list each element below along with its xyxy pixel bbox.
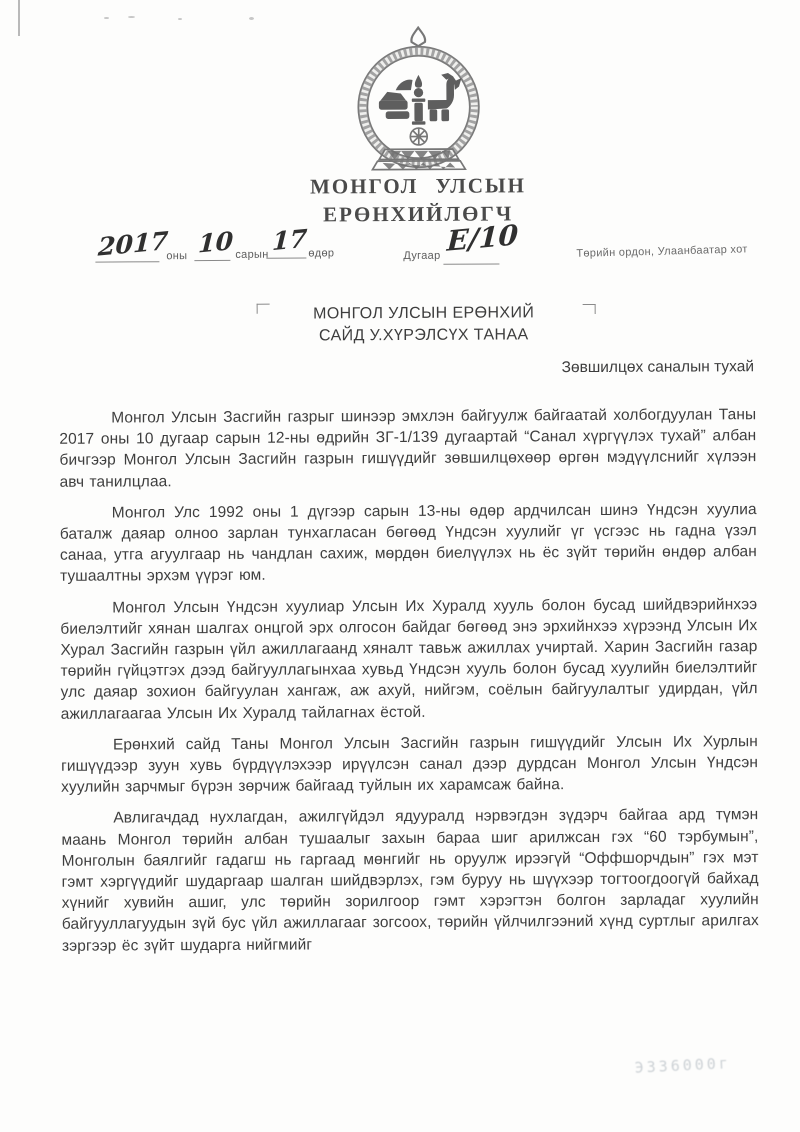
day-underline	[266, 257, 306, 258]
body-paragraph: Монгол Улс 1992 оны 1 дүгээр сарын 13-ны өдөр ардчилсан шинэ Үндсэн хуулиа баталж даяар олноо зарлан тунхагласан бөгөөд Үндсэн хуулийг үг үсгээс нь гадна үзэл санаа, утга агуулгаар нь чандлан сахиж, мөрдөн биелүүлэх нь ёс зүйт төрийн өндөр албан тушаалтны эрхэм үүрэг юм.	[59, 500, 757, 586]
address-corner-mark-left	[257, 304, 270, 314]
mongolian-state-emblem-icon	[342, 25, 495, 178]
place-label: Төрийн ордон, Улаанбаатар хот	[576, 243, 748, 260]
number-label: Дугаар	[403, 249, 441, 262]
day-suffix-label: өдөр	[308, 247, 335, 260]
subject-line: Зөвшилцөх саналын тухай	[561, 358, 755, 377]
sender-title-block	[258, 173, 578, 228]
addressee-line2: САЙД У.ХҮРЭЛСҮХ ТАНАА	[318, 326, 529, 345]
handwritten-month: 10	[197, 226, 234, 259]
faint-stamp-mark: ЭЗЗ6000г	[634, 1054, 732, 1077]
body-paragraph: Авлигачдад нухлагдан, ажилгүйдэл ядууралд нэрвэгдэн зүдэрч байгаа ард түмэн маань Монгол төрийн албан тушаалыг захын бараа шиг арилжсан гэх “60 тэрбумын”, Монголын баялгийг гадагш нь гаргаад мөнгийг нь оруулж ирээгүй “Оффшорчдын” гэх мэт гэмт хэргүүдийг шударгаар шалган шийдвэрлэх, гэм буруу нь шүүхээр тогтоогдоогүй байхад хүнийг хувийн ашиг, улс төрийн зорилгоор гэмт хэрэгтэн болгон зарладаг хуулийн байгууллагуудын зүй бус үйл ажиллагааг зогсоох, төрийн үйлчилгээний хүнд суртлыг арилгах зэргээр ёс зүйт шударга нийгмийг	[61, 806, 759, 955]
address-corner-mark-right	[583, 304, 596, 314]
letter-body	[59, 404, 759, 967]
sender-title-line1: МОНГОЛ УЛСЫН	[309, 173, 527, 199]
year-suffix-label: оны	[166, 250, 188, 263]
handwritten-year: 2017	[97, 226, 169, 262]
body-paragraph: Ерөнхий сайд Таны Монгол Улсын Засгийн газрын гишүүдийг Улсын Их Хурлын гишүүдээр зуун хувь бүрдүүлэхээр ирүүлсэн санал дээр дурдсан Монгол Улсын Үндсэн хуулийн зарчмыг бүрэн зөрчиж байгаад туйлын их харамсаж байна.	[60, 732, 759, 797]
sender-title-line2: ЕРӨНХИЙЛӨГЧ	[323, 201, 514, 227]
month-suffix-label: сарын	[235, 248, 269, 261]
handwritten-day: 17	[271, 224, 308, 257]
year-underline	[95, 261, 159, 262]
month-underline	[194, 260, 230, 261]
body-paragraph: Монгол Улсын Үндсэн хуулиар Улсын Их Хуралд хууль болон бусад шийдвэрийнхээ биелэлтийг хянан шалгах онцгой эрх олгосон байдаг бөгөөд энэ эрхийнхээ хүрээнд Улсын Их Хурал Засгийн газрын үйл ажиллагаанд хяналт тавьж ажиллах учиртай. Харин Засгийн газар төрийн гүйцэтгэх дээд байгууллагынхаа хувьд Үндсэн хууль болон бусад хуулийн биелэлтийг улс даяар зохион байгуулан хангаж, аж ахуй, нийгэм, соёлын байгуулалтыг удирдан, үйл ажиллагаагаа Улсын Их Хуралд тайлагнах ёстой.	[60, 595, 758, 723]
body-paragraph: Монгол Улсын Засгийн газрыг шинээр эмхлэн байгуулж байгаатай холбогдуулан Таны 2017 оны 10 дугаар сарын 12-ны өдрийн ЗГ-1/139 дугаартай “Санал хүргүүлэх тухай” албан бичгээр Монгол Улсын Засгийн газрын гишүүдийг зөвшилцөхөөр өргөн мэдүүлснийг хүлээн авч танилцлаа.	[59, 406, 757, 491]
handwritten-number: Е/10	[446, 218, 519, 258]
number-underline	[443, 263, 499, 264]
addressee-line1: МОНГОЛ УЛСЫН ЕРӨНХИЙ	[313, 304, 535, 323]
addressee-block	[274, 302, 574, 348]
